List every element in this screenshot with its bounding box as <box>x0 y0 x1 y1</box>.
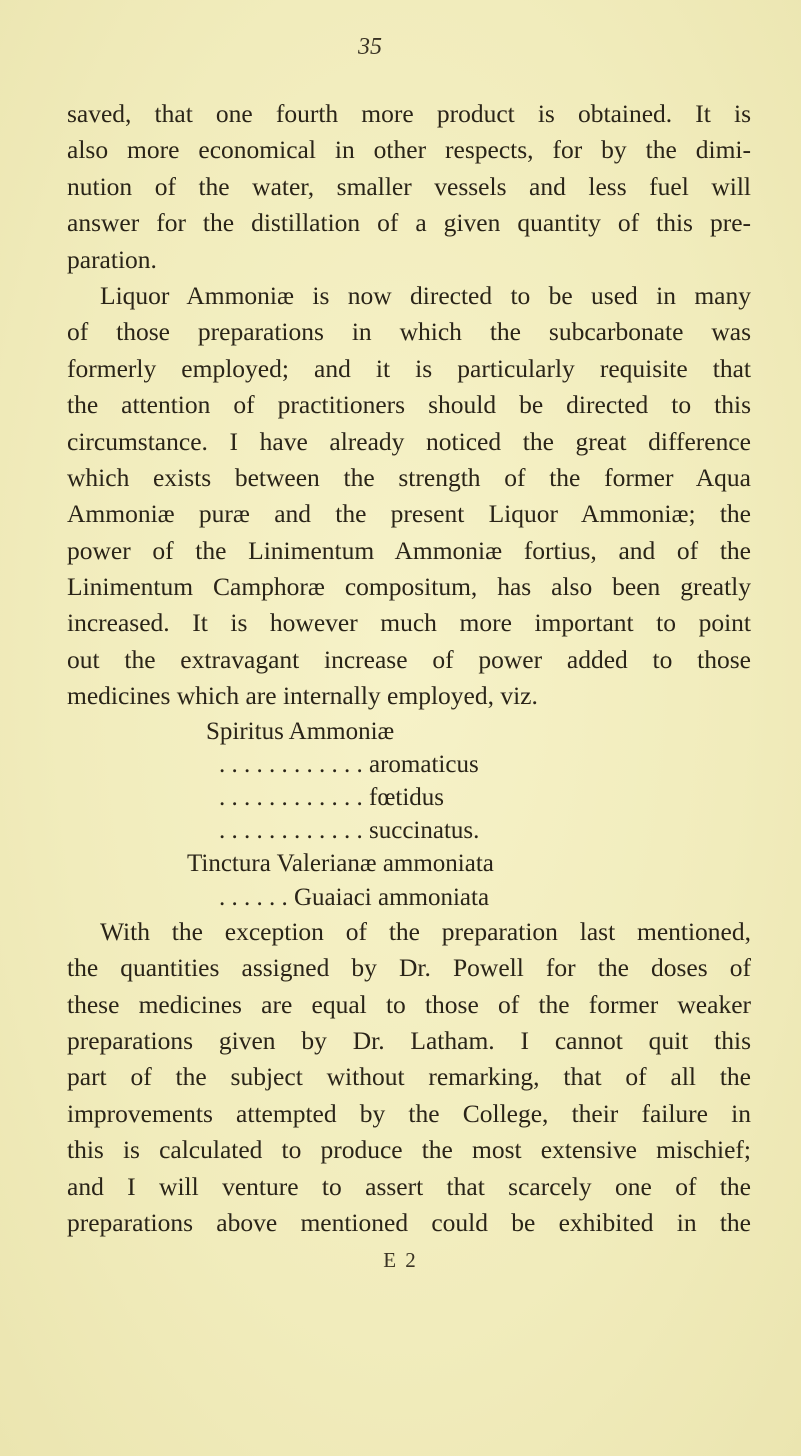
text-line: these medicines are equal to those of the former weaker <box>67 989 751 1019</box>
text-line: increased. It is however much more important to point <box>67 608 751 638</box>
text-line: preparations given by Dr. Latham. I cannot quit this <box>67 1025 751 1055</box>
text-line: improvements attempted by the College, their failure in <box>67 1098 751 1128</box>
text-line: part of the subject without remarking, that of all the <box>67 1062 751 1092</box>
text-line: of those preparations in which the subcarbonate was <box>67 317 751 347</box>
text-body <box>67 96 751 1241</box>
text-line: Ammoniæ puræ and the present Liquor Ammoniæ; the <box>67 499 751 529</box>
text-line: and I will venture to assert that scarcely one of the <box>67 1171 751 1201</box>
text-line: power of the Linimentum Ammoniæ fortius, and of the <box>67 535 751 565</box>
text-line: nution of the water, smaller vessels and less fuel will <box>67 171 751 201</box>
text-line: Linimentum Camphoræ compositum, has also been greatly <box>67 572 751 602</box>
text-line: the quantities assigned by Dr. Powell for the doses of <box>67 953 751 983</box>
list-item: . . . . . . Guaiaci ammoniata <box>219 883 490 911</box>
text-line: saved, that one fourth more product is obtained. It is <box>67 99 751 128</box>
list-item: . . . . . . . . . . . . aromaticus <box>219 750 479 778</box>
text-line: also more economical in other respects, for by the dimi- <box>67 135 751 165</box>
text-line: this is calculated to produce the most extensive mischief; <box>67 1135 751 1165</box>
text-line: which exists between the strength of the former Aqua <box>67 462 751 492</box>
text-line: out the extravagant increase of power added to those <box>67 644 751 674</box>
text-line: answer for the distillation of a given quantity of this pre- <box>67 208 751 238</box>
text-line: circumstance. I have already noticed the great difference <box>67 426 751 456</box>
text-line: formerly employed; and it is particularly requisite that <box>67 353 751 383</box>
text-line: medicines which are internally employed, viz. <box>67 681 538 711</box>
text-line: preparations above mentioned could be exhibited in the <box>67 1207 751 1237</box>
list-item: Tinctura Valerianæ ammoniata <box>187 850 494 878</box>
text-line: Liquor Ammoniæ is now directed to be used in many <box>100 280 751 310</box>
list-item: . . . . . . . . . . . . fœtidus <box>219 784 444 812</box>
text-line: paration. <box>67 244 157 274</box>
list-item: . . . . . . . . . . . . succinatus. <box>219 817 480 845</box>
text-line: the attention of practitioners should be directed to this <box>67 390 751 420</box>
page-number: 35 <box>358 34 382 60</box>
signature-mark: E 2 <box>383 1248 418 1272</box>
list-item: Spiritus Ammoniæ <box>206 717 395 745</box>
text-line: With the exception of the preparation last mentioned, <box>100 916 751 946</box>
